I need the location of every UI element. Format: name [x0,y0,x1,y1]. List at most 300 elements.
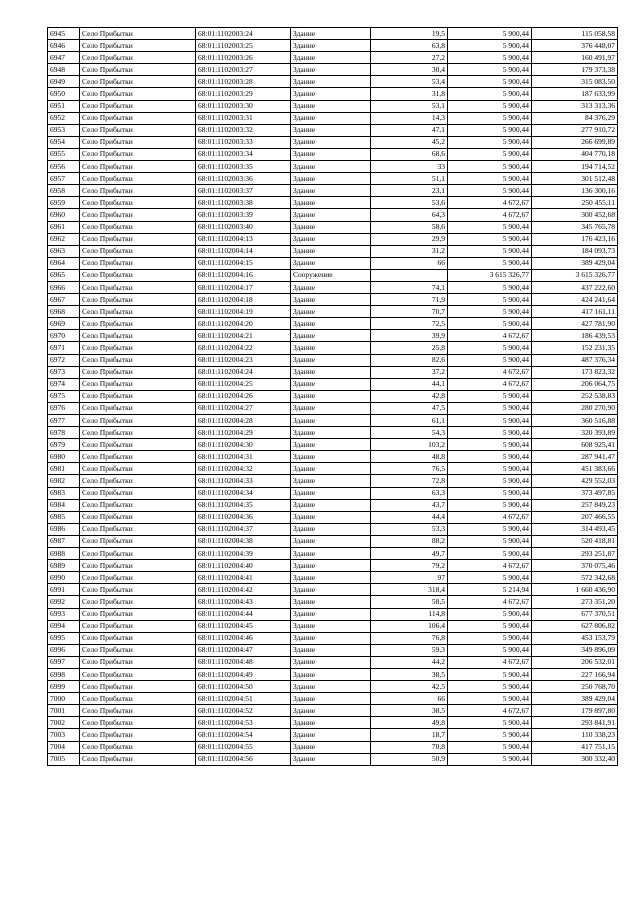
table-row [48,161,618,173]
row-number-cell: 6991 [48,584,80,596]
object-type-cell: Здание [291,475,371,487]
cadastral-value-cell: 300 452,68 [532,209,618,221]
cadastral-number-cell: 68:01:1102004:35 [196,499,291,511]
row-number-cell: 6953 [48,124,80,136]
area-cell: 30,4 [371,64,448,76]
area-cell: 44,2 [371,656,448,668]
row-number-cell: 6986 [48,523,80,535]
unit-value-cell: 5 900,44 [448,294,532,306]
unit-value-cell: 4 672,67 [448,197,532,209]
table-row [48,40,618,52]
object-type-cell: Здание [291,717,371,729]
unit-value-cell: 5 900,44 [448,136,532,148]
cadastral-value-cell: 173 823,32 [532,366,618,378]
cadastral-number-cell: 68:01:1102004:24 [196,366,291,378]
cadastral-number-cell: 68:01:1102003:32 [196,124,291,136]
area-cell [371,269,448,281]
cadastral-number-cell: 68:01:1102004:36 [196,511,291,523]
locality-cell: Село Прибытки [80,342,196,354]
locality-cell: Село Прибытки [80,644,196,656]
table-row [48,608,618,620]
unit-value-cell: 5 900,44 [448,390,532,402]
row-number-cell: 6957 [48,173,80,185]
unit-value-cell: 5 900,44 [448,76,532,88]
object-type-cell: Здание [291,233,371,245]
object-type-cell: Здание [291,245,371,257]
row-number-cell: 6977 [48,415,80,427]
locality-cell: Село Прибытки [80,572,196,584]
cadastral-number-cell: 68:01:1102003:25 [196,40,291,52]
unit-value-cell: 5 900,44 [448,644,532,656]
locality-cell: Село Прибытки [80,548,196,560]
cadastral-number-cell: 68:01:1102004:42 [196,584,291,596]
unit-value-cell: 5 900,44 [448,64,532,76]
area-cell: 27,2 [371,52,448,64]
row-number-cell: 7004 [48,741,80,753]
locality-cell: Село Прибытки [80,741,196,753]
cadastral-value-cell: 345 765,78 [532,221,618,233]
locality-cell: Село Прибытки [80,560,196,572]
table-row [48,124,618,136]
locality-cell: Село Прибытки [80,681,196,693]
cadastral-value-cell: 349 896,09 [532,644,618,656]
object-type-cell: Здание [291,64,371,76]
unit-value-cell: 5 900,44 [448,451,532,463]
locality-cell: Село Прибытки [80,197,196,209]
area-cell: 50,9 [371,753,448,765]
cadastral-value-cell: 370 075,46 [532,560,618,572]
cadastral-value-cell: 287 941,47 [532,451,618,463]
area-cell: 47,5 [371,402,448,414]
cadastral-value-cell: 427 781,90 [532,318,618,330]
locality-cell: Село Прибытки [80,28,196,40]
locality-cell: Село Прибытки [80,705,196,717]
unit-value-cell: 5 900,44 [448,608,532,620]
unit-value-cell: 5 900,44 [448,233,532,245]
row-number-cell: 6958 [48,185,80,197]
unit-value-cell: 5 900,44 [448,148,532,160]
object-type-cell: Здание [291,415,371,427]
table-row [48,427,618,439]
row-number-cell: 6945 [48,28,80,40]
cadastral-number-cell: 68:01:1102004:30 [196,439,291,451]
locality-cell: Село Прибытки [80,100,196,112]
object-type-cell: Здание [291,596,371,608]
unit-value-cell: 5 214,94 [448,584,532,596]
locality-cell: Село Прибытки [80,390,196,402]
cadastral-number-cell: 68:01:1102004:34 [196,487,291,499]
area-cell: 71,9 [371,294,448,306]
locality-cell: Село Прибытки [80,185,196,197]
unit-value-cell: 5 900,44 [448,499,532,511]
table-row [48,173,618,185]
area-cell: 44,4 [371,511,448,523]
row-number-cell: 6996 [48,644,80,656]
locality-cell: Село Прибытки [80,52,196,64]
row-number-cell: 6970 [48,330,80,342]
area-cell: 64,3 [371,209,448,221]
row-number-cell: 6960 [48,209,80,221]
table-row [48,257,618,269]
object-type-cell: Здание [291,427,371,439]
area-cell: 39,9 [371,330,448,342]
area-cell: 38,5 [371,668,448,680]
table-row [48,378,618,390]
cadastral-value-cell: 300 332,40 [532,753,618,765]
cadastral-number-cell: 68:01:1102003:39 [196,209,291,221]
row-number-cell: 6997 [48,656,80,668]
cadastral-number-cell: 68:01:1102004:25 [196,378,291,390]
cadastral-value-cell: 194 714,52 [532,161,618,173]
area-cell: 38,5 [371,705,448,717]
unit-value-cell: 5 900,44 [448,173,532,185]
cadastral-value-cell: 677 370,51 [532,608,618,620]
locality-cell: Село Прибытки [80,596,196,608]
table-row [48,572,618,584]
row-number-cell: 6961 [48,221,80,233]
area-cell: 72,8 [371,475,448,487]
locality-cell: Село Прибытки [80,475,196,487]
locality-cell: Село Прибытки [80,656,196,668]
row-number-cell: 6979 [48,439,80,451]
row-number-cell: 6949 [48,76,80,88]
table-row [48,463,618,475]
object-type-cell: Здание [291,656,371,668]
cadastral-number-cell: 68:01:1102004:38 [196,535,291,547]
area-cell: 48,8 [371,451,448,463]
row-number-cell: 6995 [48,632,80,644]
unit-value-cell: 5 900,44 [448,52,532,64]
table-row [48,681,618,693]
area-cell: 29,9 [371,233,448,245]
area-cell: 70,7 [371,306,448,318]
locality-cell: Село Прибытки [80,161,196,173]
row-number-cell: 6989 [48,560,80,572]
locality-cell: Село Прибытки [80,620,196,632]
object-type-cell: Здание [291,209,371,221]
row-number-cell: 6990 [48,572,80,584]
row-number-cell: 6954 [48,136,80,148]
area-cell: 76,5 [371,463,448,475]
unit-value-cell: 5 900,44 [448,245,532,257]
row-number-cell: 6962 [48,233,80,245]
object-type-cell: Здание [291,572,371,584]
cadastral-value-cell: 206 064,75 [532,378,618,390]
cadastral-number-cell: 68:01:1102004:23 [196,354,291,366]
cadastral-number-cell: 68:01:1102003:28 [196,76,291,88]
row-number-cell: 7003 [48,729,80,741]
locality-cell: Село Прибытки [80,221,196,233]
object-type-cell: Здание [291,511,371,523]
table-row [48,535,618,547]
row-number-cell: 6946 [48,40,80,52]
object-type-cell: Здание [291,161,371,173]
cadastral-value-cell: 266 699,89 [532,136,618,148]
table-row [48,281,618,293]
cadastral-number-cell: 68:01:1102003:34 [196,148,291,160]
locality-cell: Село Прибытки [80,88,196,100]
unit-value-cell: 5 900,44 [448,124,532,136]
unit-value-cell: 5 900,44 [448,753,532,765]
unit-value-cell: 4 672,67 [448,705,532,717]
cadastral-number-cell: 68:01:1102004:47 [196,644,291,656]
area-cell: 37,2 [371,366,448,378]
object-type-cell: Здание [291,535,371,547]
cadastral-value-cell: 451 383,66 [532,463,618,475]
cadastral-value-cell: 417 161,11 [532,306,618,318]
row-number-cell: 6972 [48,354,80,366]
unit-value-cell: 5 900,44 [448,681,532,693]
object-type-cell: Здание [291,330,371,342]
cadastral-number-cell: 68:01:1102004:27 [196,402,291,414]
object-type-cell: Здание [291,112,371,124]
area-cell: 31,2 [371,245,448,257]
object-type-cell: Здание [291,197,371,209]
cadastral-number-cell: 68:01:1102004:13 [196,233,291,245]
cadastral-number-cell: 68:01:1102004:49 [196,668,291,680]
cadastral-value-cell: 110 338,23 [532,729,618,741]
area-cell: 66 [371,257,448,269]
table-row [48,112,618,124]
row-number-cell: 6968 [48,306,80,318]
table-row [48,415,618,427]
locality-cell: Село Прибытки [80,632,196,644]
cadastral-number-cell: 68:01:1102003:37 [196,185,291,197]
unit-value-cell: 5 900,44 [448,475,532,487]
table-row [48,88,618,100]
object-type-cell: Здание [291,28,371,40]
unit-value-cell: 5 900,44 [448,548,532,560]
table-row [48,306,618,318]
unit-value-cell: 5 900,44 [448,632,532,644]
cadastral-value-cell: 376 448,07 [532,40,618,52]
row-number-cell: 7000 [48,693,80,705]
table-row [48,136,618,148]
unit-value-cell: 5 900,44 [448,717,532,729]
object-type-cell: Здание [291,124,371,136]
cadastral-value-cell: 184 093,73 [532,245,618,257]
cadastral-number-cell: 68:01:1102004:43 [196,596,291,608]
locality-cell: Село Прибытки [80,112,196,124]
locality-cell: Село Прибытки [80,487,196,499]
object-type-cell: Сооружение [291,269,371,281]
area-cell: 51,1 [371,173,448,185]
table-row [48,584,618,596]
area-cell: 42,5 [371,681,448,693]
row-number-cell: 6975 [48,390,80,402]
area-cell: 114,8 [371,608,448,620]
table-row [48,245,618,257]
row-number-cell: 6999 [48,681,80,693]
object-type-cell: Здание [291,608,371,620]
unit-value-cell: 4 672,67 [448,366,532,378]
locality-cell: Село Прибытки [80,245,196,257]
table-row [48,560,618,572]
area-cell: 53,3 [371,523,448,535]
object-type-cell: Здание [291,354,371,366]
locality-cell: Село Прибытки [80,584,196,596]
object-type-cell: Здание [291,148,371,160]
cadastral-number-cell: 68:01:1102004:15 [196,257,291,269]
object-type-cell: Здание [291,668,371,680]
cadastral-number-cell: 68:01:1102003:33 [196,136,291,148]
table-row [48,197,618,209]
locality-cell: Село Прибытки [80,499,196,511]
cadastral-value-cell: 404 770,18 [532,148,618,160]
cadastral-value-cell: 3 615 326,77 [532,269,618,281]
object-type-cell: Здание [291,378,371,390]
cadastral-number-cell: 68:01:1102004:40 [196,560,291,572]
table-row [48,294,618,306]
table-row [48,185,618,197]
row-number-cell: 6993 [48,608,80,620]
area-cell: 70,8 [371,741,448,753]
locality-cell: Село Прибытки [80,378,196,390]
table-row [48,475,618,487]
row-number-cell: 6980 [48,451,80,463]
cadastral-value-cell: 227 166,94 [532,668,618,680]
row-number-cell: 6983 [48,487,80,499]
row-number-cell: 6978 [48,427,80,439]
object-type-cell: Здание [291,402,371,414]
area-cell: 54,3 [371,427,448,439]
object-type-cell: Здание [291,257,371,269]
locality-cell: Село Прибытки [80,257,196,269]
area-cell: 18,7 [371,729,448,741]
cadastral-value-cell: 429 552,03 [532,475,618,487]
cadastral-number-cell: 68:01:1102004:37 [196,523,291,535]
locality-cell: Село Прибытки [80,306,196,318]
cadastral-value-cell: 520 418,81 [532,535,618,547]
table-row [48,439,618,451]
object-type-cell: Здание [291,281,371,293]
row-number-cell: 6988 [48,548,80,560]
object-type-cell: Здание [291,390,371,402]
unit-value-cell: 5 900,44 [448,439,532,451]
locality-cell: Село Прибытки [80,753,196,765]
row-number-cell: 6950 [48,88,80,100]
object-type-cell: Здание [291,560,371,572]
cadastral-number-cell: 68:01:1102004:45 [196,620,291,632]
table-row [48,523,618,535]
cadastral-value-cell: 152 231,35 [532,342,618,354]
object-type-cell: Здание [291,294,371,306]
row-number-cell: 7002 [48,717,80,729]
table-row [48,656,618,668]
area-cell: 63,3 [371,487,448,499]
row-number-cell: 7005 [48,753,80,765]
row-number-cell: 6976 [48,402,80,414]
cadastral-value-cell: 373 497,85 [532,487,618,499]
locality-cell: Село Прибытки [80,269,196,281]
row-number-cell: 6982 [48,475,80,487]
object-type-cell: Здание [291,705,371,717]
area-cell: 79,2 [371,560,448,572]
object-type-cell: Здание [291,451,371,463]
object-type-cell: Здание [291,620,371,632]
table-row [48,668,618,680]
cadastral-number-cell: 68:01:1102004:50 [196,681,291,693]
table-row [48,402,618,414]
unit-value-cell: 5 900,44 [448,487,532,499]
locality-cell: Село Прибытки [80,415,196,427]
object-type-cell: Здание [291,463,371,475]
object-type-cell: Здание [291,366,371,378]
table-row [48,354,618,366]
cadastral-number-cell: 68:01:1102004:51 [196,693,291,705]
cadastral-value-cell: 293 841,91 [532,717,618,729]
cadastral-number-cell: 68:01:1102004:41 [196,572,291,584]
object-type-cell: Здание [291,681,371,693]
locality-cell: Село Прибытки [80,608,196,620]
table-row [48,148,618,160]
locality-cell: Село Прибытки [80,148,196,160]
cadastral-value-cell: 315 083,50 [532,76,618,88]
unit-value-cell: 5 900,44 [448,342,532,354]
cadastral-value-cell: 293 251,87 [532,548,618,560]
locality-cell: Село Прибытки [80,76,196,88]
table-row [48,693,618,705]
cadastral-number-cell: 68:01:1102004:22 [196,342,291,354]
table-body [48,28,618,766]
unit-value-cell: 5 900,44 [448,257,532,269]
table-row [48,52,618,64]
locality-cell: Село Прибытки [80,463,196,475]
object-type-cell: Здание [291,499,371,511]
unit-value-cell: 5 900,44 [448,161,532,173]
locality-cell: Село Прибытки [80,318,196,330]
row-number-cell: 6948 [48,64,80,76]
unit-value-cell: 5 900,44 [448,535,532,547]
locality-cell: Село Прибытки [80,136,196,148]
unit-value-cell: 5 900,44 [448,100,532,112]
locality-cell: Село Прибытки [80,523,196,535]
table-row [48,548,618,560]
table-row [48,209,618,221]
row-number-cell: 6992 [48,596,80,608]
cadastral-value-cell: 314 493,45 [532,523,618,535]
locality-cell: Село Прибытки [80,729,196,741]
locality-cell: Село Прибытки [80,233,196,245]
area-cell: 58,6 [371,221,448,233]
area-cell: 63,8 [371,40,448,52]
locality-cell: Село Прибытки [80,511,196,523]
unit-value-cell: 4 672,67 [448,209,532,221]
locality-cell: Село Прибытки [80,330,196,342]
cadastral-value-cell: 250 768,70 [532,681,618,693]
cadastral-value-cell: 257 849,23 [532,499,618,511]
row-number-cell: 6984 [48,499,80,511]
table-row [48,366,618,378]
locality-cell: Село Прибытки [80,294,196,306]
area-cell: 103,2 [371,439,448,451]
locality-cell: Село Прибытки [80,173,196,185]
table-row [48,487,618,499]
cadastral-number-cell: 68:01:1102004:48 [196,656,291,668]
cadastral-value-cell: 273 351,20 [532,596,618,608]
table-row [48,390,618,402]
row-number-cell: 6987 [48,535,80,547]
cadastral-number-cell: 68:01:1102004:18 [196,294,291,306]
cadastral-number-cell: 68:01:1102004:17 [196,281,291,293]
cadastral-number-cell: 68:01:1102003:31 [196,112,291,124]
cadastral-number-cell: 68:01:1102004:14 [196,245,291,257]
cadastral-number-cell: 68:01:1102004:20 [196,318,291,330]
unit-value-cell: 5 900,44 [448,463,532,475]
object-type-cell: Здание [291,487,371,499]
area-cell: 53,4 [371,76,448,88]
object-type-cell: Здание [291,693,371,705]
